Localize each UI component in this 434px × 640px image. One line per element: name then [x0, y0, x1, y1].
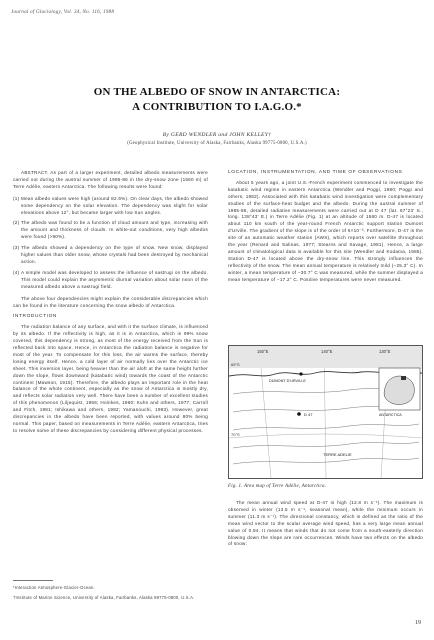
- location-heading: LOCATION, INSTRUMENTATION, AND TIME OF OBSERVATIONS: [228, 170, 403, 175]
- finding-4: (4) A simple model was developed to assess the influence of sastrugi on the albedo. This model could explain the asymmetric diurnal variation about solar noon of the measured albedo above a sastrugi field.: [13, 269, 208, 289]
- abstract-closing: The above four dependencies might explain the considerable discrepancies which can be found in the literature concerning the snow albedo of Antarctica.: [13, 295, 208, 308]
- authors: By GERD WENDLER and JOHN KELLEY†: [162, 132, 272, 138]
- d47-marker: [297, 412, 301, 416]
- lon-label-140: 140°E: [321, 349, 333, 354]
- footnote-iago: *Interaction Atmosphere-Glacier-Ocean.: [13, 585, 95, 590]
- footnote-institute: †Institute of Marine Science, University of Alaska, Fairbanks, Alaska 99775-0800, U.S.A.: [13, 595, 195, 600]
- left-column: [13, 170, 208, 435]
- right-column-lower: [228, 500, 423, 548]
- area-map-figure: [228, 345, 423, 479]
- footnote-rule: [13, 580, 53, 581]
- finding-2: (2) The albedo was found to be a function of cloud amount and type, increasing with the amount and thickness of clouds. In white-out conditions, very high albedos were found (>90%).: [13, 220, 208, 240]
- label-dumont-durville: DUMONT D'URVILLE: [269, 379, 306, 383]
- label-antarctica: ANTARCTICA: [379, 413, 402, 417]
- lon-label-130: 130°E: [379, 349, 391, 354]
- figure-caption: Fig. 1. Area map of Terre Adélie, Antarctica.: [228, 484, 327, 489]
- label-terre-adelie: TERRE ADELIE: [323, 452, 352, 457]
- right-column: [228, 170, 423, 284]
- lon-label-150: 150°E: [257, 349, 269, 354]
- lat-label-65: 65°S: [231, 362, 240, 367]
- intro-heading: INTRODUCTION: [13, 314, 57, 320]
- intro-text: The radiation balance of any surface, and with it the surface climate, is influenced by its albedo. If the reflectivity is high, as it is in Antarctica, which is 99% snow covered, this dependency is strong, as most of the energy received from the Sun is reflected back into space. Hence, in Antarctica the radiation balance is negative for most of the year. To compensate for this loss, the air warms the surface, thereby losing energy itself. Hence, a cold layer of air normally lies over the Antarctic ice sheet. This inversion layer, being heavier than the air aloft at the same height further down the slope, flows downward (katabatic wind) towards the coast of the Antarctic continent (Mawson, 1915). Therefore, the albedo plays an important role in the heat balance of the whole continent, especially as the snow of Antarctica is mostly dry, and reflects solar radiation very well. There have been a number of excellent studies of this phenomenon (Liljequist, 1956; Hoinkes, 1960; Kuhn and others, 1977; Carroll and Fitch, 1981; Ishikawa and others, 1982; Yamanouchi, 1983). However, great discrepancies in the albedo have been reported, with values around 80% being normal. This paper, based on measurements in Terre Adélie, eastern Antarctica, tries to resolve some of these discrepancies by considering different physical processes.: [13, 324, 208, 433]
- label-d47: D 47: [304, 412, 313, 417]
- area-map: [229, 346, 422, 478]
- abstract: ABSTRACT. As part of a larger experiment, detailed albedo measurements were carried out during the austral summer of 1985-86 in the dry-snow zone (1560 m) of Terre Adélie, eastern Antarctica. The following results were found:: [13, 170, 208, 189]
- dumont-durville-marker: [299, 372, 302, 375]
- finding-3: (3) The albedo showed a dependency on the type of snow. New snow, displayed higher values than older snow, whose crystals had been destroyed by mechanical action.: [13, 245, 208, 264]
- journal-header: Journal of Glaciology, Vol. 34, No. 116, 1988: [11, 9, 115, 15]
- location-text: About 5 years ago, a joint U.S.-French experiment commenced to investigate the katabatic wind regime in eastern Antarctica (Wendler and Poggi, 1980; Poggi and others, 1982). Associated with this katabatic wind investigation were complementary studies of the surface-heat budget and the albedo. During the austral summer of 1985-86, detailed radiative measurements were carried out at D 47 (lat. 67°23' S., long. 138°43' E.) in Terre Adélie (Fig. 1) at an altitude of 1560 m. D-47 is located about 110 km south of the year-round French Antarctic support station Dumont d'Urville. The gradient of the slope is of the order of 6×10⁻³. Furthermore, D-47 is the site of an automatic weather station (AWS), which reports over satellite throughout the year (Renard and Salinas, 1977; Stearns and Savage, 1981). Hence, a large amount of climatological data is available for this site (Wendler and Kodama, 1985). Station D-47 is located above the dry-snow line. This strongly influences the reflectivity of the snow. The mean annual temperature is relatively mild (−25.3° C). In winter, a mean temperature of −30.7° C was measured, while the summer displayed a mean temperature of −17.2° C. Positive temperatures were never measured.: [228, 179, 423, 282]
- paper-title-line-1: ON THE ALBEDO OF SNOW IN ANTARCTICA:: [93, 86, 341, 98]
- wind-text: The mean annual wind speed at D-47 is high (12.8 m s⁻¹). The maximum is observed in winter (13.5 m s⁻¹, seasonal mean), while the minimum occurs in summer (11.3 m s⁻¹). The directional constancy, which is defined as the ratio of the mean wind vector to the scalar average wind speed, has a very large mean annual value of 0.94. It means that winds that do not come from a south-easterly direction blowing down the slope are rare occurrences. Winds have two effects on the albedo of snow:: [228, 500, 423, 547]
- finding-1: (1) Mean albedo values were high (around 82.6%). On clear days, the albedo showed some dependency on the solar elevation. The dependency was slight for solar elevations above 12°, but became larger with low Sun angles.: [13, 195, 208, 215]
- paper-title-line-2: A CONTRIBUTION TO I.A.G.O.*: [132, 101, 302, 113]
- page-number: 19: [415, 620, 421, 626]
- lat-label-70: 70°S: [231, 432, 240, 437]
- affiliation: (Geophysical Institute, University of Alaska, Fairbanks, Alaska 99775-0800, U.S.A.): [127, 141, 307, 146]
